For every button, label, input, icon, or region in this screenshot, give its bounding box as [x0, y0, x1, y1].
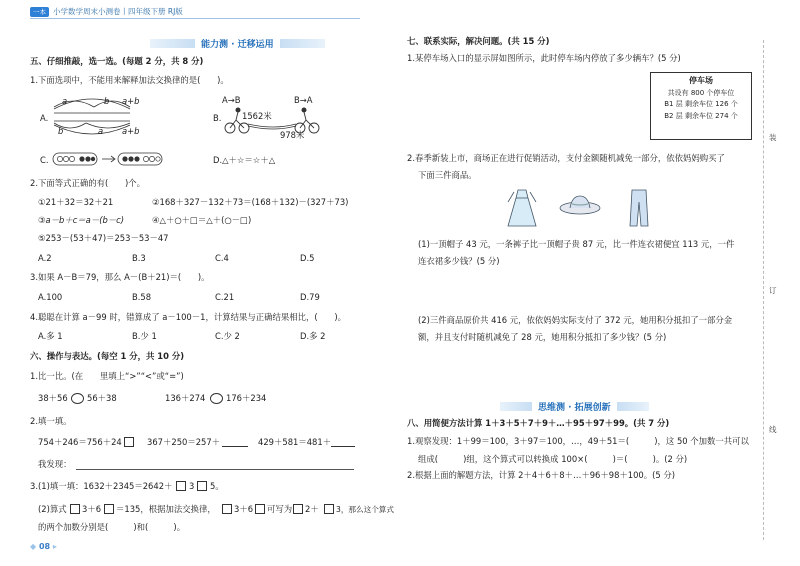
page-number: ◆ 08 ▸ [30, 542, 57, 551]
s6-q3-box-3[interactable] [70, 504, 80, 514]
q1-b-distance-2: 978米 [280, 130, 305, 140]
s6-q3-box-5[interactable] [222, 504, 232, 514]
q2-option-b: B.3 [132, 253, 146, 263]
s6-q3-part1: 3.(1)填一填：1632＋2345＝2642＋ [30, 481, 173, 491]
s6-q3-part2-a: (2)算式 [38, 504, 67, 514]
s6-q2-text: 2.填一填。 [30, 416, 72, 426]
section7-title: 七、联系实际，解决问题。(共 15 分) [407, 36, 550, 46]
q1-option-c-label: C. [40, 155, 49, 165]
s7-q2-1-line2: 连衣裙多少钱？(5 分) [418, 256, 500, 266]
binding-label-2: 订 [769, 286, 777, 295]
q1-a-bottom-b: b [58, 126, 64, 136]
s6-q3-part2-g: 3，那么这个算式 [336, 505, 394, 514]
pants-icon [630, 190, 648, 226]
s6-q2-eq-2: 367＋250＝257＋ [147, 437, 221, 447]
q1-option-b-label: B. [213, 113, 222, 123]
s6-find-label: 我发现： [38, 459, 72, 469]
s6-q3-part2-e: 可写为 [267, 504, 293, 514]
q2-option-d: D.5 [300, 253, 315, 263]
q1-a-top-a: a [62, 96, 68, 106]
q1-option-a-label: A. [40, 113, 49, 123]
q4-option-b: B.少 1 [132, 331, 157, 341]
q3-option-a: A.100 [38, 292, 63, 302]
s6-compare-circle-1[interactable] [71, 393, 84, 404]
q1-a-top-sum: a+b [122, 96, 140, 106]
header-title: 小学数学周末小测卷丨四年级下册 RJ版 [53, 7, 183, 16]
q1-b-left-route: A→B [222, 95, 241, 105]
q1-b-distance-1: 1562米 [242, 111, 272, 121]
q3-option-c: C.21 [215, 292, 235, 302]
q2-item-1: ①21＋32＝32＋21 [38, 197, 114, 207]
s6-q2-eq-1: 754＋246＝756＋24 [38, 437, 122, 447]
q1-a-bottom-a: a [98, 126, 104, 136]
s8-q2-text: 2.根据上面的解题方法，计算 2＋4＋6＋8＋…＋96＋98＋100。(5 分) [407, 470, 676, 480]
q3-text: 3.如果 A－B＝79，那么 A－(B＋21)＝( )。 [30, 272, 210, 282]
q1-option-d: D.△＋☆＝☆＋△ [213, 155, 276, 165]
binding-label-1: 装 [769, 133, 777, 142]
parking-sign-title: 停车场 [689, 76, 713, 85]
s6-q3-box-8[interactable] [324, 504, 334, 514]
s7-q2-2-line2: 额，并且支付时随机减免了 28 元，她用积分抵扣了多少钱？(5 分) [418, 332, 667, 342]
q3-option-d: D.79 [300, 292, 320, 302]
dress-icon [508, 190, 536, 226]
s6-q2-blank-2[interactable] [222, 438, 248, 447]
s6-q3-part2-f: 2＋ [305, 504, 319, 514]
s7-q2-1-line1: (1)一顶帽子 43 元，一条裤子比一顶帽子贵 87 元，比一件连衣裙便宜 113 元，一件 [418, 239, 735, 249]
q4-option-d: D.多 2 [300, 331, 326, 341]
q1-a-bottom-sum: a+b [122, 126, 140, 136]
s6-q3-part2-d: 3＋6 [234, 504, 254, 514]
s6-compare-circle-2[interactable] [210, 393, 223, 404]
s7-q2-line2: 下面三件商品。 [418, 170, 477, 180]
s8-q1-line2: 组成( )组，这个算式可以转换成 100×( )＝( )。(2 分) [418, 454, 688, 464]
page-header [30, 6, 183, 17]
section6-title: 六、操作与表达。(每空 1 分，共 10 分) [30, 351, 185, 361]
q4-option-c: C.少 2 [215, 331, 240, 341]
s6-q3-part3: 的两个加数分别是( )和( )。 [38, 522, 186, 532]
parking-b2: B2 层 剩余车位 274 个 [664, 111, 738, 120]
section-banner-ability: 能力测 · 迁移运用 [150, 36, 325, 51]
s6-compare-right-1: 56＋38 [87, 393, 117, 403]
s6-q2-eq-3: 429＋581＝481＋ [258, 437, 332, 447]
binding-label-3: 线 [769, 425, 777, 434]
s6-compare-left-1: 38＋56 [38, 393, 68, 403]
parking-total: 共设有 800 个停车位 [667, 88, 735, 97]
s6-compare-right-2: 176＋234 [226, 393, 267, 403]
s6-q3-digit-5: 5。 [210, 481, 224, 491]
q2-option-c: C.4 [215, 253, 229, 263]
section-banner-thinking: 思维测 · 拓展创新 [500, 399, 649, 414]
section5-title: 五、仔细推敲，选一选。(每题 2 分，共 8 分) [30, 56, 204, 66]
s6-q3-box-7[interactable] [293, 504, 303, 514]
s6-q3-box-2[interactable] [197, 481, 207, 491]
q1-c-dots-diagram [52, 151, 192, 167]
s7-q2-line1: 2.春季新装上市，商场正在进行促销活动，支付金额随机减免一部分，依依妈妈购买了 [407, 153, 725, 163]
q4-text: 4.聪聪在计算 a－99 时，错算成了 a－100－1，计算结果与正确结果相比，( )。 [30, 312, 346, 322]
s6-q3-box-1[interactable] [176, 481, 186, 491]
q3-option-b: B.58 [132, 292, 152, 302]
q2-item-4: ④△＋○＋□＝△＋(○－□) [152, 215, 252, 225]
brand-logo: 一本 [30, 7, 49, 17]
q2-item-2: ②168＋327－132＋73＝(168＋132)－(327＋73) [152, 197, 349, 207]
q2-option-a: A.2 [38, 253, 52, 263]
s6-q3-part2-c: ＝135，根据加法交换律， [116, 504, 216, 514]
parking-sign [650, 72, 752, 140]
s7-q1-text: 1.某停车场入口的显示屏如图所示，此时停车场内停放了多少辆车？(5 分) [407, 53, 681, 63]
q1-text: 1.下面选项中，不能用来解释加法交换律的是( )。 [30, 75, 229, 85]
q2-item-3: ③a－b＋c＝a－(b－c) [38, 215, 125, 225]
s6-q2-blank-3[interactable] [331, 438, 355, 447]
s6-q2-box-1[interactable] [124, 437, 134, 447]
s6-q3-digit-3: 3 [189, 481, 195, 491]
s7-products-illustration [500, 188, 670, 230]
binding-line [763, 40, 764, 540]
s6-q3-box-6[interactable] [255, 504, 265, 514]
s6-q3-part2-b: 3＋6 [82, 504, 102, 514]
section8-title: 八、用简便方法计算 1＋3＋5＋7＋9＋…＋95＋97＋99。(共 7 分) [407, 418, 670, 428]
q2-item-5: ⑤253－(53＋47)＝253－53－47 [38, 233, 169, 243]
parking-b1: B1 层 剩余车位 126 个 [664, 100, 738, 108]
q1-b-right-route: B→A [294, 95, 313, 105]
s6-q1-text: 1.比一比。(在 里填上“>”“<”或“=”) [30, 371, 184, 381]
q4-option-a: A.多 1 [38, 331, 63, 341]
s6-compare-left-2: 136＋274 [165, 393, 206, 403]
hat-icon [560, 196, 600, 214]
q1-b-cyclists-illustration [222, 106, 332, 142]
s6-find-answer-line[interactable] [76, 469, 354, 470]
s7-q2-2-line1: (2)三件商品原价共 416 元，依依妈妈实际支付了 372 元，她用积分抵扣了一部分金 [418, 315, 733, 325]
q2-text: 2.下面等式正确的有( )个。 [30, 178, 146, 188]
q1-a-top-b: b [104, 96, 110, 106]
s8-q1-line1: 1.观察发现：1＋99＝100，3＋97＝100，…，49＋51＝( )，这 50 个加数一共可以 [407, 436, 749, 446]
s6-q3-box-4[interactable] [104, 504, 114, 514]
